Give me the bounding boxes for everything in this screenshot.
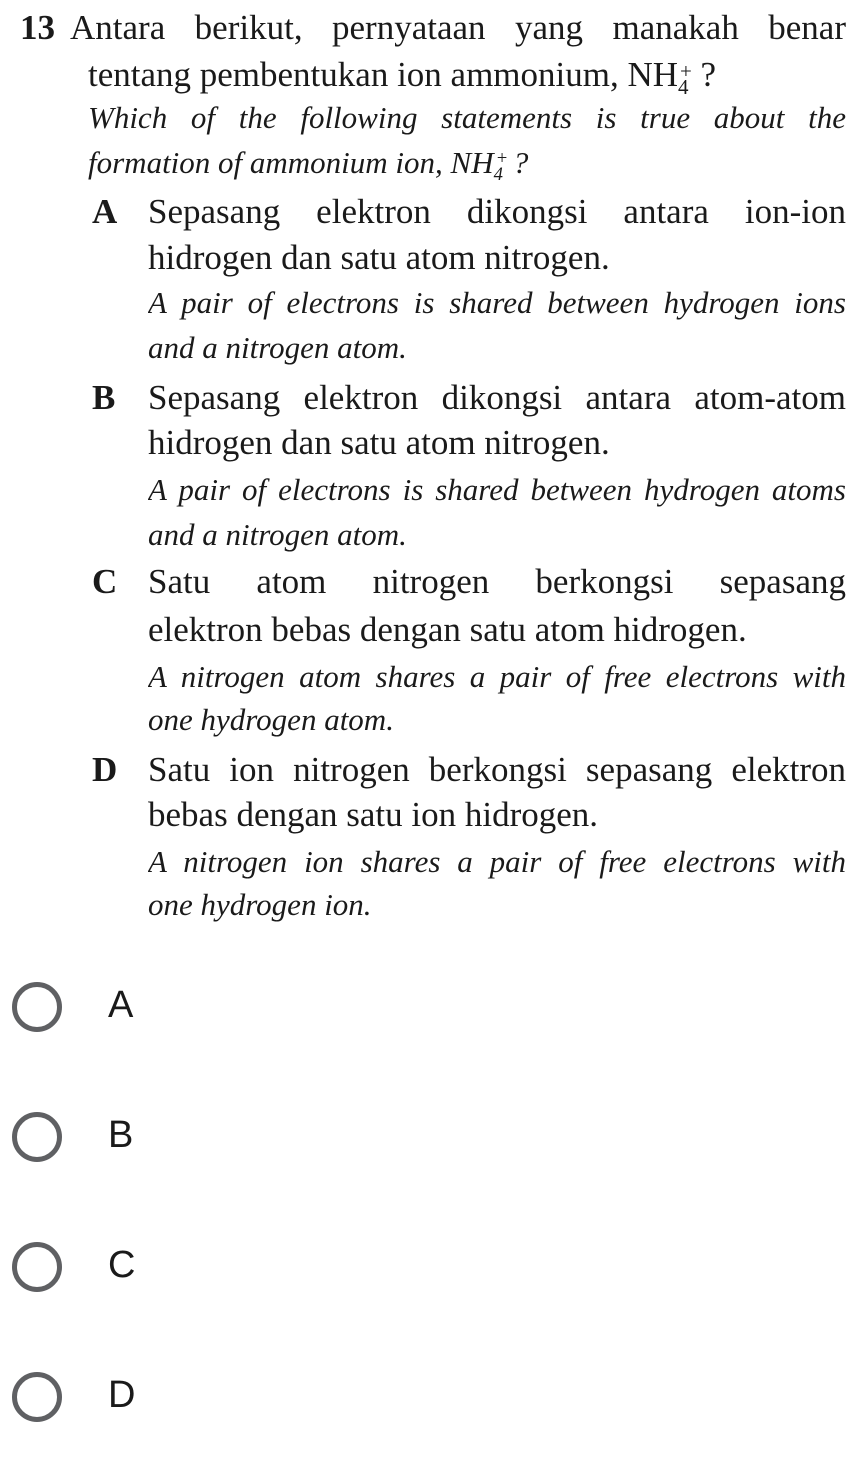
option-ms-line: Sepasang elektron dikongsi antara atom-atom <box>148 378 846 417</box>
option-ms-line: hidrogen dan satu atom nitrogen. <box>148 238 610 277</box>
answer-label[interactable]: A <box>108 984 134 1026</box>
answer-label[interactable]: D <box>108 1374 136 1416</box>
formula-ammonium <box>493 143 509 195</box>
option-en-line: A nitrogen ion shares a pair of free electrons with <box>148 844 846 879</box>
question-number: 13 <box>20 8 55 47</box>
option-ms-line: Satu atom nitrogen berkongsi sepasang <box>148 562 846 601</box>
answer-label[interactable]: B <box>108 1114 134 1156</box>
stem-en-line: Which of the following statements is true about the <box>88 100 846 135</box>
option-en-line: A nitrogen atom shares a pair of free electrons with <box>148 659 846 694</box>
answer-option-c[interactable] <box>0 1222 862 1332</box>
option-ms-line: Sepasang elektron dikongsi antara ion-ion <box>148 192 846 231</box>
option-en-line: one hydrogen ion. <box>148 887 372 922</box>
option-en-line: and a nitrogen atom. <box>148 330 407 365</box>
option-en-line: one hydrogen atom. <box>148 702 394 737</box>
stem-text: tentang pembentukan ion ammonium, NH <box>88 55 679 94</box>
formula-superscript: + <box>680 59 692 83</box>
answer-label[interactable]: C <box>108 1244 136 1286</box>
radio-button-icon[interactable] <box>12 982 62 1032</box>
option-letter: C <box>92 562 118 601</box>
option-letter: A <box>92 192 118 231</box>
stem-text: ? <box>700 55 717 94</box>
formula-superscript: + <box>495 148 509 169</box>
radio-button-icon[interactable] <box>12 1242 62 1292</box>
stem-text: ? <box>512 145 529 180</box>
option-en-line: A pair of electrons is shared between hydrogen atoms <box>148 472 846 507</box>
option-ms-line: hidrogen dan satu atom nitrogen. <box>148 423 610 462</box>
formula-subscript: 4 <box>493 164 503 186</box>
answer-option-b[interactable] <box>0 1092 862 1202</box>
answer-option-a[interactable] <box>0 962 862 1072</box>
option-ms-line: Satu ion nitrogen berkongsi sepasang elektron <box>148 750 846 789</box>
option-ms-line: bebas dengan satu ion hidrogen. <box>148 795 599 834</box>
option-ms-line: elektron bebas dengan satu atom hidrogen. <box>148 610 747 649</box>
stem-text: formation of ammonium ion, NH <box>88 145 494 180</box>
option-en-line: A pair of electrons is shared between hydrogen ions <box>148 285 846 320</box>
stem-en-line <box>88 143 528 195</box>
option-en-line: and a nitrogen atom. <box>148 517 407 552</box>
stem-ms-line: Antara berikut, pernyataan yang manakah benar <box>70 8 846 47</box>
radio-button-icon[interactable] <box>12 1372 62 1422</box>
answer-option-d[interactable] <box>0 1352 862 1462</box>
option-letter: D <box>92 750 118 789</box>
option-letter: B <box>92 378 116 417</box>
formula-subscript: 4 <box>678 75 689 99</box>
radio-button-icon[interactable] <box>12 1112 62 1162</box>
